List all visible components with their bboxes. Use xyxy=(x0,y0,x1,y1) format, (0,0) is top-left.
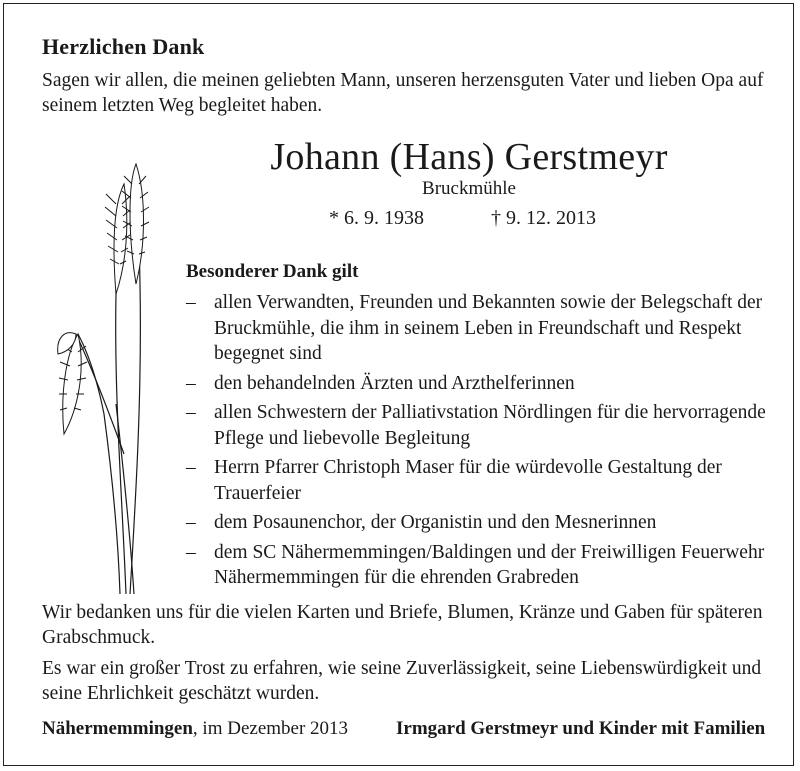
thanks-heading: Besonderer Dank gilt xyxy=(186,261,359,282)
signature-place: Nähermemmingen xyxy=(42,718,193,739)
list-item xyxy=(186,455,776,506)
dash-bullet: – xyxy=(186,292,196,313)
list-item-text: dem Posaunenchor, der Organistin und den Mesnerinnen xyxy=(214,512,657,533)
birth-date: * 6. 9. 1938 xyxy=(329,207,424,229)
list-item-text: allen Schwestern der Palliativstation Nördlingen für die hervorragende Pflege und liebevolle Begleitung xyxy=(214,402,766,449)
obituary-card xyxy=(3,3,794,766)
list-item xyxy=(186,290,776,367)
thanks-list xyxy=(186,290,776,593)
dash-bullet: – xyxy=(186,457,196,478)
comfort-paragraph: Es war ein großer Trost zu erfahren, wie seine Zuverlässigkeit, seine Liebenswürdigkeit und seine Ehrlichkeit geschätzt wurden. xyxy=(42,658,762,704)
death-date: † 9. 12. 2013 xyxy=(491,207,596,229)
list-item-text: dem SC Nähermemmingen/Baldingen und der Freiwilligen Feuerwehr Nähermemmingen für die ehrenden Grabreden xyxy=(214,541,765,588)
list-item xyxy=(186,540,776,591)
list-item xyxy=(186,510,776,536)
gratitude-paragraph: Wir bedanken uns für die vielen Karten und Briefe, Blumen, Kränze und Gaben für späteren Grabschmuck. xyxy=(42,602,763,648)
place-of-residence: Bruckmühle xyxy=(422,178,516,199)
dash-bullet: – xyxy=(186,372,196,394)
notice-heading: Herzlichen Dank xyxy=(42,34,205,59)
deceased-name: Johann (Hans) Gerstmeyr xyxy=(270,136,668,178)
intro-text: Sagen wir allen, die meinen geliebten Mann, unseren herzensguten Vater und lieben Opa auf seinem letzten Weg begleitet haben. xyxy=(42,70,764,116)
list-item xyxy=(186,371,776,397)
list-item-text: den behandelnden Ärzten und Arzthelferinnen xyxy=(214,372,575,394)
wheat-ears-icon xyxy=(56,154,166,594)
dash-bullet: – xyxy=(186,541,196,563)
signature-date: , im Dezember 2013 xyxy=(192,718,349,739)
dash-bullet: – xyxy=(186,512,196,533)
dash-bullet: – xyxy=(186,402,196,423)
list-item-text: Herrn Pfarrer Christoph Maser für die würdevolle Gestaltung der Trauerfeier xyxy=(214,457,722,504)
signature-place-date xyxy=(42,718,348,740)
signature-family: Irmgard Gerstmeyr und Kinder mit Familien xyxy=(396,718,766,739)
list-item xyxy=(186,400,776,451)
list-item-text: allen Verwandten, Freunden und Bekannten sowie der Belegschaft der Bruckmühle, die ihm in seinem Leben in Freundschaft und Respekt begegnet sind xyxy=(214,292,763,364)
